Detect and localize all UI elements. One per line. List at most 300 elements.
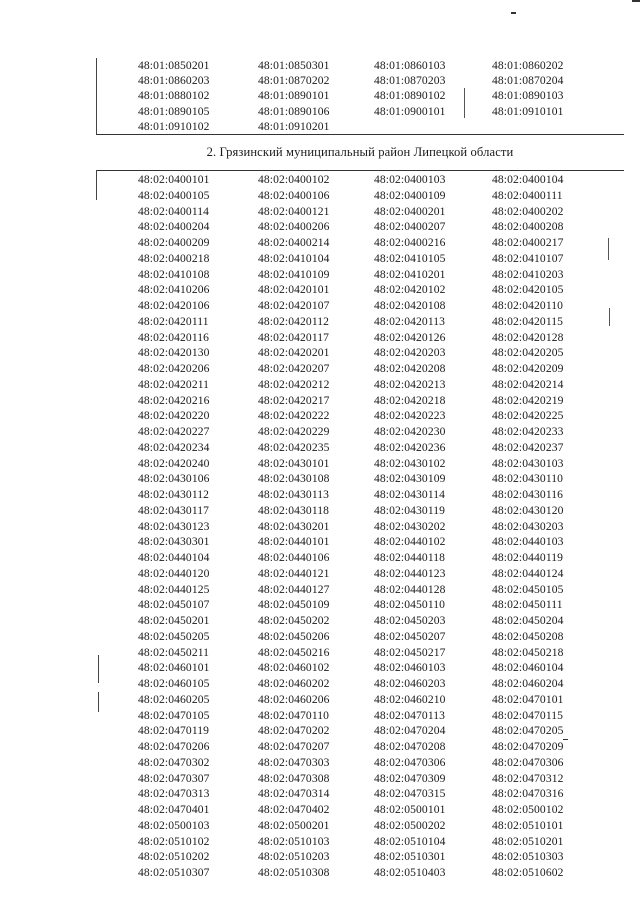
cadastral-code-cell: 48:02:0440101 xyxy=(258,535,330,549)
cadastral-code-cell: 48:02:0430201 xyxy=(258,519,330,533)
cadastral-code-cell: 48:02:0510403 xyxy=(374,866,446,879)
cadastral-code-cell: 48:02:0420227 xyxy=(138,425,210,438)
cadastral-code-cell: 48:02:0450105 xyxy=(492,582,564,596)
cadastral-code-cell: 48:02:0400114 xyxy=(138,204,210,218)
cadastral-code-cell: 48:02:0500101 xyxy=(374,803,446,816)
cadastral-code-cell: 48:02:0460204 xyxy=(492,677,564,690)
cadastral-code-cell: 48:02:0400206 xyxy=(258,220,330,234)
cadastral-code-cell: 48:02:0420235 xyxy=(258,440,330,454)
row-indent xyxy=(96,582,138,598)
table-row xyxy=(96,739,624,755)
row-indent xyxy=(96,645,138,661)
cadastral-code-cell: 48:02:0440104 xyxy=(138,551,210,564)
cadastral-code-cell: 48:02:0410107 xyxy=(492,251,564,265)
section2-table xyxy=(96,172,624,881)
table-row xyxy=(96,708,624,724)
cadastral-code-cell: 48:02:0400111 xyxy=(492,188,563,202)
row-indent xyxy=(96,739,138,755)
cadastral-code-cell: 48:02:0510203 xyxy=(258,850,330,864)
cadastral-code-cell: 48:02:0470309 xyxy=(374,771,446,785)
cadastral-code-cell: 48:02:0450111 xyxy=(492,598,563,612)
row-indent xyxy=(96,235,138,251)
cadastral-code-cell: 48:01:0870202 xyxy=(258,74,330,88)
cadastral-code-cell: 48:02:0400105 xyxy=(138,188,210,202)
cadastral-code-cell: 48:02:0430123 xyxy=(138,519,210,533)
cadastral-code-cell: 48:01:0850301 xyxy=(258,59,330,72)
cadastral-code-cell: 48:02:0420116 xyxy=(138,330,210,344)
cadastral-code-cell: 48:02:0470306 xyxy=(374,755,446,769)
row-indent xyxy=(96,503,138,519)
row-indent xyxy=(96,865,138,881)
cadastral-code-cell: 48:02:0420236 xyxy=(374,440,446,454)
cadastral-code-cell: 48:02:0500103 xyxy=(138,818,210,832)
table-row xyxy=(96,645,624,661)
cadastral-code-cell: 48:02:0440125 xyxy=(138,582,210,596)
table-row xyxy=(96,771,624,787)
cadastral-code-cell: 48:02:0470308 xyxy=(258,771,330,785)
cadastral-code-cell: 48:02:0400204 xyxy=(138,220,210,234)
table-row xyxy=(96,456,624,472)
cadastral-code-cell: 48:02:0470206 xyxy=(138,740,210,753)
cadastral-code-cell: 48:02:0420219 xyxy=(492,393,564,407)
cadastral-code-cell: 48:02:0420216 xyxy=(138,393,210,407)
row-indent xyxy=(96,204,138,220)
cadastral-code-cell: 48:02:0420113 xyxy=(374,314,446,328)
cadastral-code-cell: 48:02:0470401 xyxy=(138,803,210,816)
cadastral-code-cell: 48:02:0450206 xyxy=(258,629,330,643)
row-indent xyxy=(96,629,138,645)
table-row xyxy=(96,723,624,739)
row-indent xyxy=(96,88,138,103)
cadastral-code-cell: 48:01:0890101 xyxy=(258,89,330,103)
cadastral-code-cell: 48:02:0470315 xyxy=(374,787,446,801)
cadastral-code-cell: 48:02:0440118 xyxy=(374,551,446,564)
cadastral-code-cell: 48:02:0420130 xyxy=(138,346,210,360)
table-row xyxy=(96,73,624,88)
table-row xyxy=(96,172,624,188)
table-row xyxy=(96,597,624,613)
cadastral-code-cell: 48:02:0510602 xyxy=(492,866,564,879)
cadastral-code-cell: 48:02:0500102 xyxy=(492,803,564,816)
row-indent xyxy=(96,172,138,188)
row-indent xyxy=(96,755,138,771)
table-row xyxy=(96,834,624,850)
cadastral-code-cell: 48:02:0400121 xyxy=(258,204,330,218)
cadastral-code-cell: 48:02:0400208 xyxy=(492,220,564,234)
row-indent xyxy=(96,550,138,566)
cadastral-code-cell: 48:02:0410105 xyxy=(374,251,446,265)
cadastral-code-cell: 48:02:0510102 xyxy=(138,834,210,848)
row-indent xyxy=(96,345,138,361)
row-indent xyxy=(96,408,138,424)
cadastral-table-2 xyxy=(96,172,624,881)
cadastral-code-cell: 48:02:0420209 xyxy=(492,362,564,375)
cadastral-code-cell: 48:02:0420106 xyxy=(138,299,210,312)
cadastral-code-cell: 48:02:0430301 xyxy=(138,535,210,549)
cadastral-code-cell: 48:01:0850201 xyxy=(138,59,210,72)
cadastral-code-cell: 48:02:0420234 xyxy=(138,440,210,454)
cadastral-code-cell: 48:02:0450208 xyxy=(492,629,564,643)
cadastral-code-cell: 48:02:0470115 xyxy=(492,708,564,722)
section2-heading: 2. Грязинский муниципальный район Липецкой области xyxy=(206,145,514,159)
cadastral-code-cell: 48:02:0470312 xyxy=(492,771,564,785)
cadastral-code-cell: 48:02:0510101 xyxy=(492,818,564,832)
cadastral-code-cell: 48:02:0470207 xyxy=(258,740,330,753)
cadastral-code-cell: 48:01:0910102 xyxy=(138,119,210,133)
cadastral-code-cell: 48:02:0450110 xyxy=(374,598,446,612)
cadastral-code-cell: 48:02:0430203 xyxy=(492,519,564,533)
cadastral-code-cell: 48:02:0470313 xyxy=(138,787,210,801)
cadastral-code-cell: 48:02:0470302 xyxy=(138,755,210,769)
cadastral-code-cell: 48:02:0440123 xyxy=(374,566,446,580)
table-row xyxy=(96,119,624,134)
table-row xyxy=(96,613,624,629)
row-indent xyxy=(96,251,138,267)
cadastral-code-cell: 48:02:0430114 xyxy=(374,488,446,501)
cadastral-code-cell: 48:02:0420230 xyxy=(374,425,446,438)
cadastral-code-cell: 48:02:0420237 xyxy=(492,440,564,454)
cadastral-code-cell: 48:01:0870204 xyxy=(492,74,564,88)
cadastral-code-cell: 48:02:0420108 xyxy=(374,299,446,312)
row-indent xyxy=(96,456,138,472)
row-indent xyxy=(96,314,138,330)
cadastral-code-cell: 48:02:0510307 xyxy=(138,866,210,879)
row-indent xyxy=(96,708,138,724)
cadastral-code-cell: 48:02:0440106 xyxy=(258,551,330,564)
row-indent xyxy=(96,282,138,298)
row-indent xyxy=(96,660,138,676)
cadastral-code-cell: 48:01:0890106 xyxy=(258,104,330,118)
cadastral-code-cell: 48:02:0450207 xyxy=(374,629,446,643)
cadastral-code-cell: 48:02:0430112 xyxy=(138,488,210,501)
cadastral-code-cell: 48:02:0400109 xyxy=(374,188,446,202)
scan-mark xyxy=(632,0,640,2)
table-row xyxy=(96,755,624,771)
cadastral-code-cell: 48:02:0420223 xyxy=(374,409,446,423)
cadastral-code-cell: 48:02:0410109 xyxy=(258,267,330,281)
cadastral-code-cell: 48:02:0420117 xyxy=(258,330,330,344)
cadastral-code-cell: 48:02:0430106 xyxy=(138,472,210,486)
cadastral-code-cell: 48:02:0400106 xyxy=(258,188,330,202)
cadastral-code-cell: 48:02:0450211 xyxy=(138,645,210,659)
cadastral-code-cell: 48:02:0500201 xyxy=(258,818,330,832)
cadastral-code-cell: 48:02:0430117 xyxy=(138,503,210,517)
row-indent xyxy=(96,613,138,629)
cadastral-code-cell: 48:02:0420115 xyxy=(492,314,564,328)
cadastral-code-cell: 48:02:0450201 xyxy=(138,614,210,627)
cadastral-code-cell: 48:02:0470314 xyxy=(258,787,330,801)
cadastral-code-cell: 48:02:0430202 xyxy=(374,519,446,533)
cadastral-table-1 xyxy=(96,58,624,134)
cadastral-code-cell: 48:02:0420206 xyxy=(138,362,210,375)
cadastral-code-cell: 48:02:0420225 xyxy=(492,409,564,423)
cadastral-code-cell: 48:02:0420213 xyxy=(374,377,446,391)
row-indent xyxy=(96,219,138,235)
cadastral-code-cell: 48:02:0510201 xyxy=(492,834,564,848)
section1-table xyxy=(96,58,624,134)
cadastral-code-cell: 48:02:0440121 xyxy=(258,566,330,580)
cadastral-code-cell: 48:01:0860203 xyxy=(138,74,210,88)
cadastral-code-cell: 48:02:0460102 xyxy=(258,661,330,675)
cadastral-code-cell: 48:02:0420203 xyxy=(374,346,446,360)
table-row xyxy=(96,865,624,881)
cadastral-code-cell: 48:02:0440128 xyxy=(374,582,446,596)
table-row xyxy=(96,676,624,692)
cadastral-code-cell: 48:01:0890105 xyxy=(138,104,210,118)
table-row xyxy=(96,298,624,314)
table-row xyxy=(96,849,624,865)
table-row xyxy=(96,408,624,424)
cadastral-code-cell: 48:02:0400218 xyxy=(138,251,210,265)
cadastral-code-cell: 48:01:0910101 xyxy=(492,104,564,118)
cadastral-code-cell: 48:02:0420217 xyxy=(258,393,330,407)
table-row xyxy=(96,692,624,708)
cadastral-code-cell: 48:02:0420201 xyxy=(258,346,330,360)
cadastral-code-cell: 48:01:0910201 xyxy=(258,119,330,133)
table-row xyxy=(96,818,624,834)
cadastral-code-cell: 48:02:0420229 xyxy=(258,425,330,438)
cadastral-code-cell: 48:02:0450107 xyxy=(138,598,210,612)
cadastral-code-cell: 48:02:0460205 xyxy=(138,692,210,706)
table-row xyxy=(96,582,624,598)
cadastral-code-cell: 48:01:0860202 xyxy=(492,59,564,72)
cadastral-code-cell: 48:02:0420126 xyxy=(374,330,446,344)
table-row xyxy=(96,88,624,103)
cadastral-code-cell: 48:02:0450218 xyxy=(492,645,564,659)
row-indent xyxy=(96,487,138,503)
row-indent xyxy=(96,393,138,409)
table-row xyxy=(96,235,624,251)
table-row xyxy=(96,629,624,645)
cadastral-code-cell: 48:02:0420107 xyxy=(258,299,330,312)
cadastral-code-cell: 48:02:0400103 xyxy=(374,173,446,186)
table-row xyxy=(96,471,624,487)
row-indent xyxy=(96,440,138,456)
cadastral-code-cell: 48:02:0440119 xyxy=(492,551,564,564)
table-row xyxy=(96,345,624,361)
cadastral-code-cell: 48:02:0460203 xyxy=(374,677,446,690)
cadastral-code-cell: 48:02:0430113 xyxy=(258,488,330,501)
cadastral-code-cell: 48:02:0420211 xyxy=(138,377,210,391)
row-indent xyxy=(96,597,138,613)
cadastral-code-cell: 48:02:0450205 xyxy=(138,629,210,643)
cadastral-code-cell: 48:02:0430119 xyxy=(374,503,446,517)
scan-mark xyxy=(511,12,516,14)
table-row xyxy=(96,330,624,346)
table-row xyxy=(96,440,624,456)
cadastral-code-cell: 48:02:0400101 xyxy=(138,173,210,186)
table-row xyxy=(96,566,624,582)
cadastral-code-cell: 48:02:0470303 xyxy=(258,755,330,769)
table-row xyxy=(96,361,624,377)
cadastral-code-cell: 48:02:0420233 xyxy=(492,425,564,438)
cadastral-code-cell: 48:02:0450109 xyxy=(258,598,330,612)
cadastral-code-cell: 48:01:0880102 xyxy=(138,89,210,103)
table-row xyxy=(96,267,624,283)
cadastral-code-cell: 48:02:0430102 xyxy=(374,456,446,470)
cadastral-code-cell: 48:02:0400207 xyxy=(374,220,446,234)
cadastral-code-cell: 48:02:0440120 xyxy=(138,566,210,580)
cadastral-code-cell: 48:02:0400209 xyxy=(138,236,210,249)
row-indent xyxy=(96,424,138,440)
cadastral-code-cell: 48:02:0440102 xyxy=(374,535,446,549)
table-row xyxy=(96,282,624,298)
cadastral-code-cell: 48:02:0430110 xyxy=(492,472,564,486)
cadastral-code-cell: 48:02:0420102 xyxy=(374,283,446,297)
row-indent xyxy=(96,771,138,787)
cadastral-code-cell: 48:02:0450203 xyxy=(374,614,446,627)
table-row xyxy=(96,58,624,73)
cadastral-code-cell: 48:02:0470208 xyxy=(374,740,446,753)
table-row xyxy=(96,519,624,535)
cadastral-code-cell xyxy=(374,119,492,134)
cadastral-code-cell: 48:02:0460103 xyxy=(374,661,446,675)
cadastral-code-cell: 48:02:0430109 xyxy=(374,472,446,486)
cadastral-code-cell: 48:02:0460101 xyxy=(138,661,210,675)
cadastral-code-cell: 48:02:0420205 xyxy=(492,346,564,360)
cadastral-code-cell: 48:02:0500202 xyxy=(374,818,446,832)
cadastral-code-cell: 48:02:0420208 xyxy=(374,362,446,375)
row-indent xyxy=(96,849,138,865)
cadastral-code-cell: 48:02:0460210 xyxy=(374,692,446,706)
table-row xyxy=(96,377,624,393)
cadastral-code-cell: 48:02:0430108 xyxy=(258,472,330,486)
cadastral-code-cell: 48:02:0470113 xyxy=(374,708,446,722)
table-row xyxy=(96,104,624,119)
table-row xyxy=(96,204,624,220)
row-indent xyxy=(96,471,138,487)
cadastral-code-cell: 48:02:0510308 xyxy=(258,866,330,879)
cadastral-code-cell: 48:02:0420207 xyxy=(258,362,330,375)
table-row xyxy=(96,424,624,440)
cadastral-code-cell: 48:02:0410203 xyxy=(492,267,564,281)
row-indent xyxy=(96,377,138,393)
cadastral-code-cell: 48:02:0470119 xyxy=(138,724,210,738)
row-indent xyxy=(96,786,138,802)
cadastral-code-cell: 48:02:0470205 xyxy=(492,724,564,738)
cadastral-code-cell: 48:02:0440127 xyxy=(258,582,330,596)
cadastral-code-cell: 48:02:0470307 xyxy=(138,771,210,785)
cadastral-code-cell: 48:02:0470204 xyxy=(374,724,446,738)
cadastral-code-cell: 48:02:0430103 xyxy=(492,456,564,470)
cadastral-code-cell: 48:02:0440103 xyxy=(492,535,564,549)
table-row xyxy=(96,487,624,503)
table-row xyxy=(96,550,624,566)
row-indent xyxy=(96,818,138,834)
cadastral-code-cell: 48:02:0470306 xyxy=(492,755,564,769)
row-indent xyxy=(96,566,138,582)
cadastral-code-cell: 48:02:0430116 xyxy=(492,488,564,501)
cadastral-code-cell: 48:02:0420214 xyxy=(492,377,564,391)
cadastral-code-cell: 48:02:0450217 xyxy=(374,645,446,659)
cadastral-code-cell: 48:01:0900101 xyxy=(374,104,446,118)
cadastral-code-cell: 48:02:0470316 xyxy=(492,787,564,801)
cadastral-code-cell: 48:02:0470209 xyxy=(492,740,564,753)
cadastral-code-cell: 48:02:0420212 xyxy=(258,377,330,391)
cadastral-code-cell: 48:02:0400104 xyxy=(492,173,564,186)
table-row xyxy=(96,802,624,818)
cadastral-code-cell: 48:01:0890103 xyxy=(492,89,564,103)
row-indent xyxy=(96,104,138,119)
cadastral-code-cell: 48:02:0450202 xyxy=(258,614,330,627)
cadastral-code-cell: 48:02:0420105 xyxy=(492,283,564,297)
cadastral-code-cell: 48:02:0460206 xyxy=(258,692,330,706)
row-indent xyxy=(96,119,138,134)
row-indent xyxy=(96,73,138,88)
cadastral-code-cell: 48:02:0410104 xyxy=(258,251,330,265)
cadastral-code-cell: 48:02:0460202 xyxy=(258,677,330,690)
cadastral-code-cell: 48:02:0440124 xyxy=(492,566,564,580)
cadastral-code-cell: 48:01:0860103 xyxy=(374,59,446,72)
table-row xyxy=(96,786,624,802)
row-indent xyxy=(96,361,138,377)
row-indent xyxy=(96,267,138,283)
row-indent xyxy=(96,519,138,535)
cadastral-code-cell: 48:02:0510202 xyxy=(138,850,210,864)
cadastral-code-cell: 48:02:0510104 xyxy=(374,834,446,848)
cadastral-code-cell: 48:02:0420110 xyxy=(492,299,564,312)
table-row xyxy=(96,503,624,519)
cadastral-code-cell: 48:02:0470402 xyxy=(258,803,330,816)
cadastral-code-cell: 48:02:0470101 xyxy=(492,692,564,706)
cadastral-code-cell: 48:02:0400217 xyxy=(492,236,564,249)
section2-top-rule xyxy=(96,170,624,171)
table-row xyxy=(96,393,624,409)
cadastral-code-cell: 48:02:0510103 xyxy=(258,834,330,848)
cadastral-code-cell: 48:02:0470110 xyxy=(258,708,330,722)
cadastral-code-cell: 48:02:0510301 xyxy=(374,850,446,864)
row-indent xyxy=(96,330,138,346)
table-row xyxy=(96,314,624,330)
cadastral-code-cell: 48:02:0410201 xyxy=(374,267,446,281)
table-row xyxy=(96,251,624,267)
cadastral-code-cell: 48:02:0430101 xyxy=(258,456,330,470)
cadastral-code-cell: 48:02:0460104 xyxy=(492,661,564,675)
cadastral-code-cell: 48:02:0420220 xyxy=(138,409,210,423)
cadastral-code-cell xyxy=(492,119,624,134)
cadastral-code-cell: 48:02:0450204 xyxy=(492,614,564,627)
cadastral-code-cell: 48:02:0420218 xyxy=(374,393,446,407)
row-indent xyxy=(96,676,138,692)
table-row xyxy=(96,660,624,676)
cadastral-code-cell: 48:02:0510303 xyxy=(492,850,564,864)
cadastral-code-cell: 48:02:0410108 xyxy=(138,267,210,281)
cadastral-code-cell: 48:02:0420101 xyxy=(258,283,330,297)
cadastral-code-cell: 48:02:0430118 xyxy=(258,503,330,517)
cadastral-code-cell: 48:02:0430120 xyxy=(492,503,564,517)
scan-mark xyxy=(563,739,568,740)
cadastral-code-cell: 48:02:0400216 xyxy=(374,236,446,249)
cadastral-code-cell: 48:02:0400202 xyxy=(492,204,564,218)
cadastral-code-cell: 48:02:0420112 xyxy=(258,314,330,328)
cadastral-code-cell: 48:02:0420128 xyxy=(492,330,564,344)
cadastral-code-cell: 48:02:0400102 xyxy=(258,173,330,186)
cadastral-code-cell: 48:01:0890102 xyxy=(374,89,446,103)
table-row xyxy=(96,188,624,204)
cadastral-code-cell: 48:02:0400214 xyxy=(258,236,330,249)
section1-bottom-rule xyxy=(96,134,624,135)
cadastral-code-cell: 48:02:0420240 xyxy=(138,456,210,470)
row-indent xyxy=(96,534,138,550)
row-indent xyxy=(96,802,138,818)
table-row xyxy=(96,534,624,550)
table-row xyxy=(96,219,624,235)
row-indent xyxy=(96,58,138,73)
cadastral-code-cell: 48:01:0870203 xyxy=(374,74,446,88)
cadastral-code-cell: 48:02:0420222 xyxy=(258,409,330,423)
cadastral-code-cell: 48:02:0410206 xyxy=(138,283,210,297)
row-indent xyxy=(96,188,138,204)
